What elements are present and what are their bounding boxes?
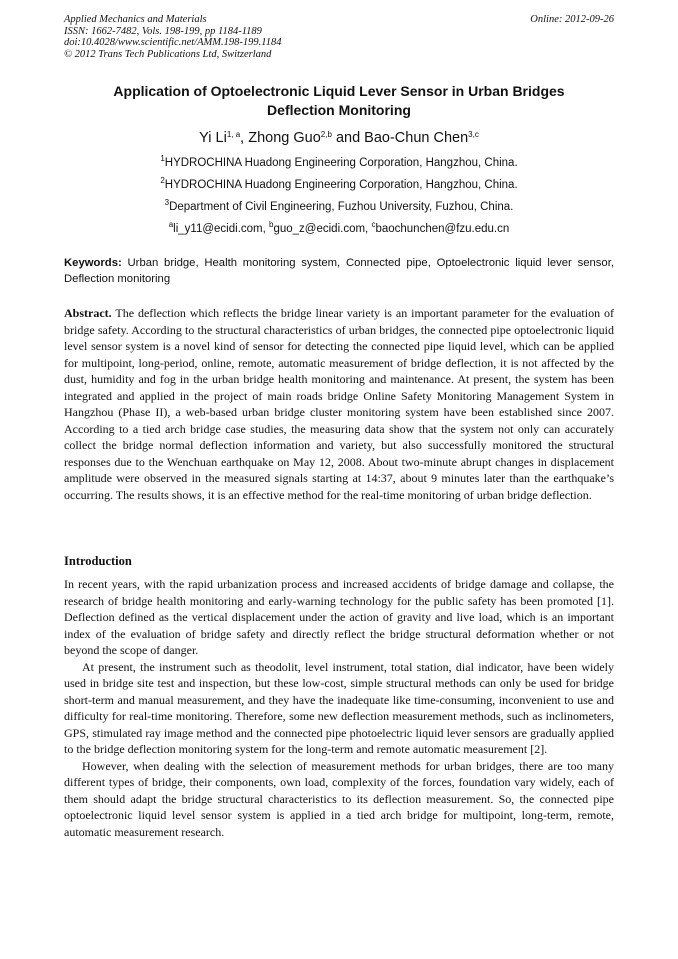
author-sup: 3,c bbox=[468, 130, 479, 139]
email-link[interactable]: guo_z@ecidi.com, bbox=[273, 223, 372, 235]
email-sup: a bbox=[168, 220, 174, 229]
title-line-2: Deflection Monitoring bbox=[267, 102, 411, 118]
author-name: Yi Li bbox=[199, 130, 227, 146]
affiliation-text: Department of Civil Engineering, Fuzhou University, Fuzhou, China. bbox=[169, 201, 514, 213]
affiliation-sup: 1 bbox=[160, 154, 165, 163]
keywords-label: Keywords: bbox=[64, 257, 122, 269]
email-link[interactable]: li_y11@ecidi.com, bbox=[173, 223, 270, 235]
affiliation-text: HYDROCHINA Huadong Engineering Corporation, Hangzhou, China. bbox=[164, 179, 518, 191]
doi-line: doi:10.4028/www.scientific.net/AMM.198-199.1184 bbox=[64, 37, 282, 48]
journal-name: Applied Mechanics and Materials bbox=[64, 14, 207, 25]
keywords bbox=[64, 256, 614, 287]
keywords-text: Urban bridge, Health monitoring system, Connected pipe, Optoelectronic liquid lever sensor, Deflection monitoring bbox=[64, 257, 614, 285]
affiliation-sup: 3 bbox=[164, 198, 170, 207]
introduction-body bbox=[64, 576, 614, 840]
author-list bbox=[0, 130, 678, 146]
section-heading: Introduction bbox=[64, 554, 132, 568]
email-link[interactable]: baochunchen@fzu.edu.cn bbox=[375, 223, 510, 235]
issn-line: ISSN: 1662-7482, Vols. 198-199, pp 1184-1189 bbox=[64, 25, 262, 37]
abstract-label: Abstract. bbox=[64, 306, 112, 320]
author-name: Zhong Guo bbox=[248, 130, 321, 146]
author-sup: 1, a bbox=[226, 130, 241, 139]
paragraph: However, when dealing with the selection of measurement methods for urban bridges, there are too many different types of bridge, their components, own load, complexity of the forces, foundation vary widely, each of them should adapt the bridge structural characteristics to its deflection measurement. So, the connected pipe optoelectronic liquid level sensor system is applied in a tied arch bridge for multipoint, long-term, remote, automatic measurement research. bbox=[64, 758, 614, 839]
title-line-1: Application of Optoelectronic Liquid Lever Sensor in Urban Bridges bbox=[113, 83, 565, 99]
paragraph: In recent years, with the rapid urbanization process and increased accidents of bridge damage and collapse, the research of bridge health monitoring and early-warning technology for the public safety has been promoted [1]. Deflection defined as the vertical displacement under the action of gravity and live load, which is an important index of the evaluation of bridge safety and directly reflect the bridge structural deformation whether or not beyond the scope of danger. bbox=[64, 577, 614, 657]
author-name: Bao-Chun Chen bbox=[364, 130, 469, 146]
affiliation-sup: 2 bbox=[160, 176, 165, 185]
paper-title bbox=[64, 82, 614, 120]
online-date: Online: 2012-09-26 bbox=[530, 14, 614, 25]
affiliation-3 bbox=[0, 198, 678, 213]
abstract-text: The deflection which reflects the bridge linear variety is an important parameter for the evaluation of bridge safety. According to the structural characteristics of urban bridges, the connected pipe optoelectronic liquid level sensor system is a novel kind of sensor for detecting the connected pipe liquid level, which can be applied for multipoint, long-period, online, remote, automatic measurement of bridge deflection, it is not affected by the dust, humidity and fog in the urban bridge health monitoring and maintenance. At present, the system has been integrated and applied in the project of main roads bridge Online Safety Monitoring Management System in Hangzhou (Phase II), a web-based urban bridge cluster monitoring system have been established since 2007. According to a tied arch bridge case studies, the measuring data show that the system not only can accurately collect the bridge normal deflection information and variety, but also successfully monitored the structural responses due to the Wenchuan earthquake on May 12, 2008. About two-minute abrupt changes in displacement amplitude were observed in the measured signals starting at 14:37, about 9 minutes later than the earthquake’s occurring. The results shows, it is an effective method for the real-time monitoring of urban bridge deflection. bbox=[64, 306, 614, 502]
author-sep: and bbox=[331, 130, 365, 146]
email-sup: b bbox=[269, 220, 274, 229]
affiliation-2 bbox=[0, 176, 678, 191]
author-sep: , bbox=[240, 130, 249, 146]
email-sup: c bbox=[371, 220, 376, 229]
paragraph: At present, the instrument such as theodolit, level instrument, total station, dial indicator, have been widely used in bridge site test and inspection, but these low-cost, simple structural methods can only be used for bridge short-term and manual measurement, and they have the inadequate like time-consuming, inconvenient to use and difficulty for real-time monitoring. Therefore, some new deflection measurement methods, such as inclinometers, GPS, stimulated ray image method and the connected pipe photoelectric liquid lever sensors are gradually applied to the bridge deflection monitoring system for the long-term and remote automatic measurement [2]. bbox=[64, 659, 614, 756]
abstract bbox=[64, 305, 614, 503]
author-sup: 2,b bbox=[320, 130, 332, 139]
email-line bbox=[0, 220, 678, 235]
affiliation-1 bbox=[0, 154, 678, 169]
affiliation-text: HYDROCHINA Huadong Engineering Corporation, Hangzhou, China. bbox=[164, 157, 518, 169]
copyright-line: © 2012 Trans Tech Publications Ltd, Switzerland bbox=[64, 48, 272, 60]
journal-header bbox=[64, 14, 614, 60]
